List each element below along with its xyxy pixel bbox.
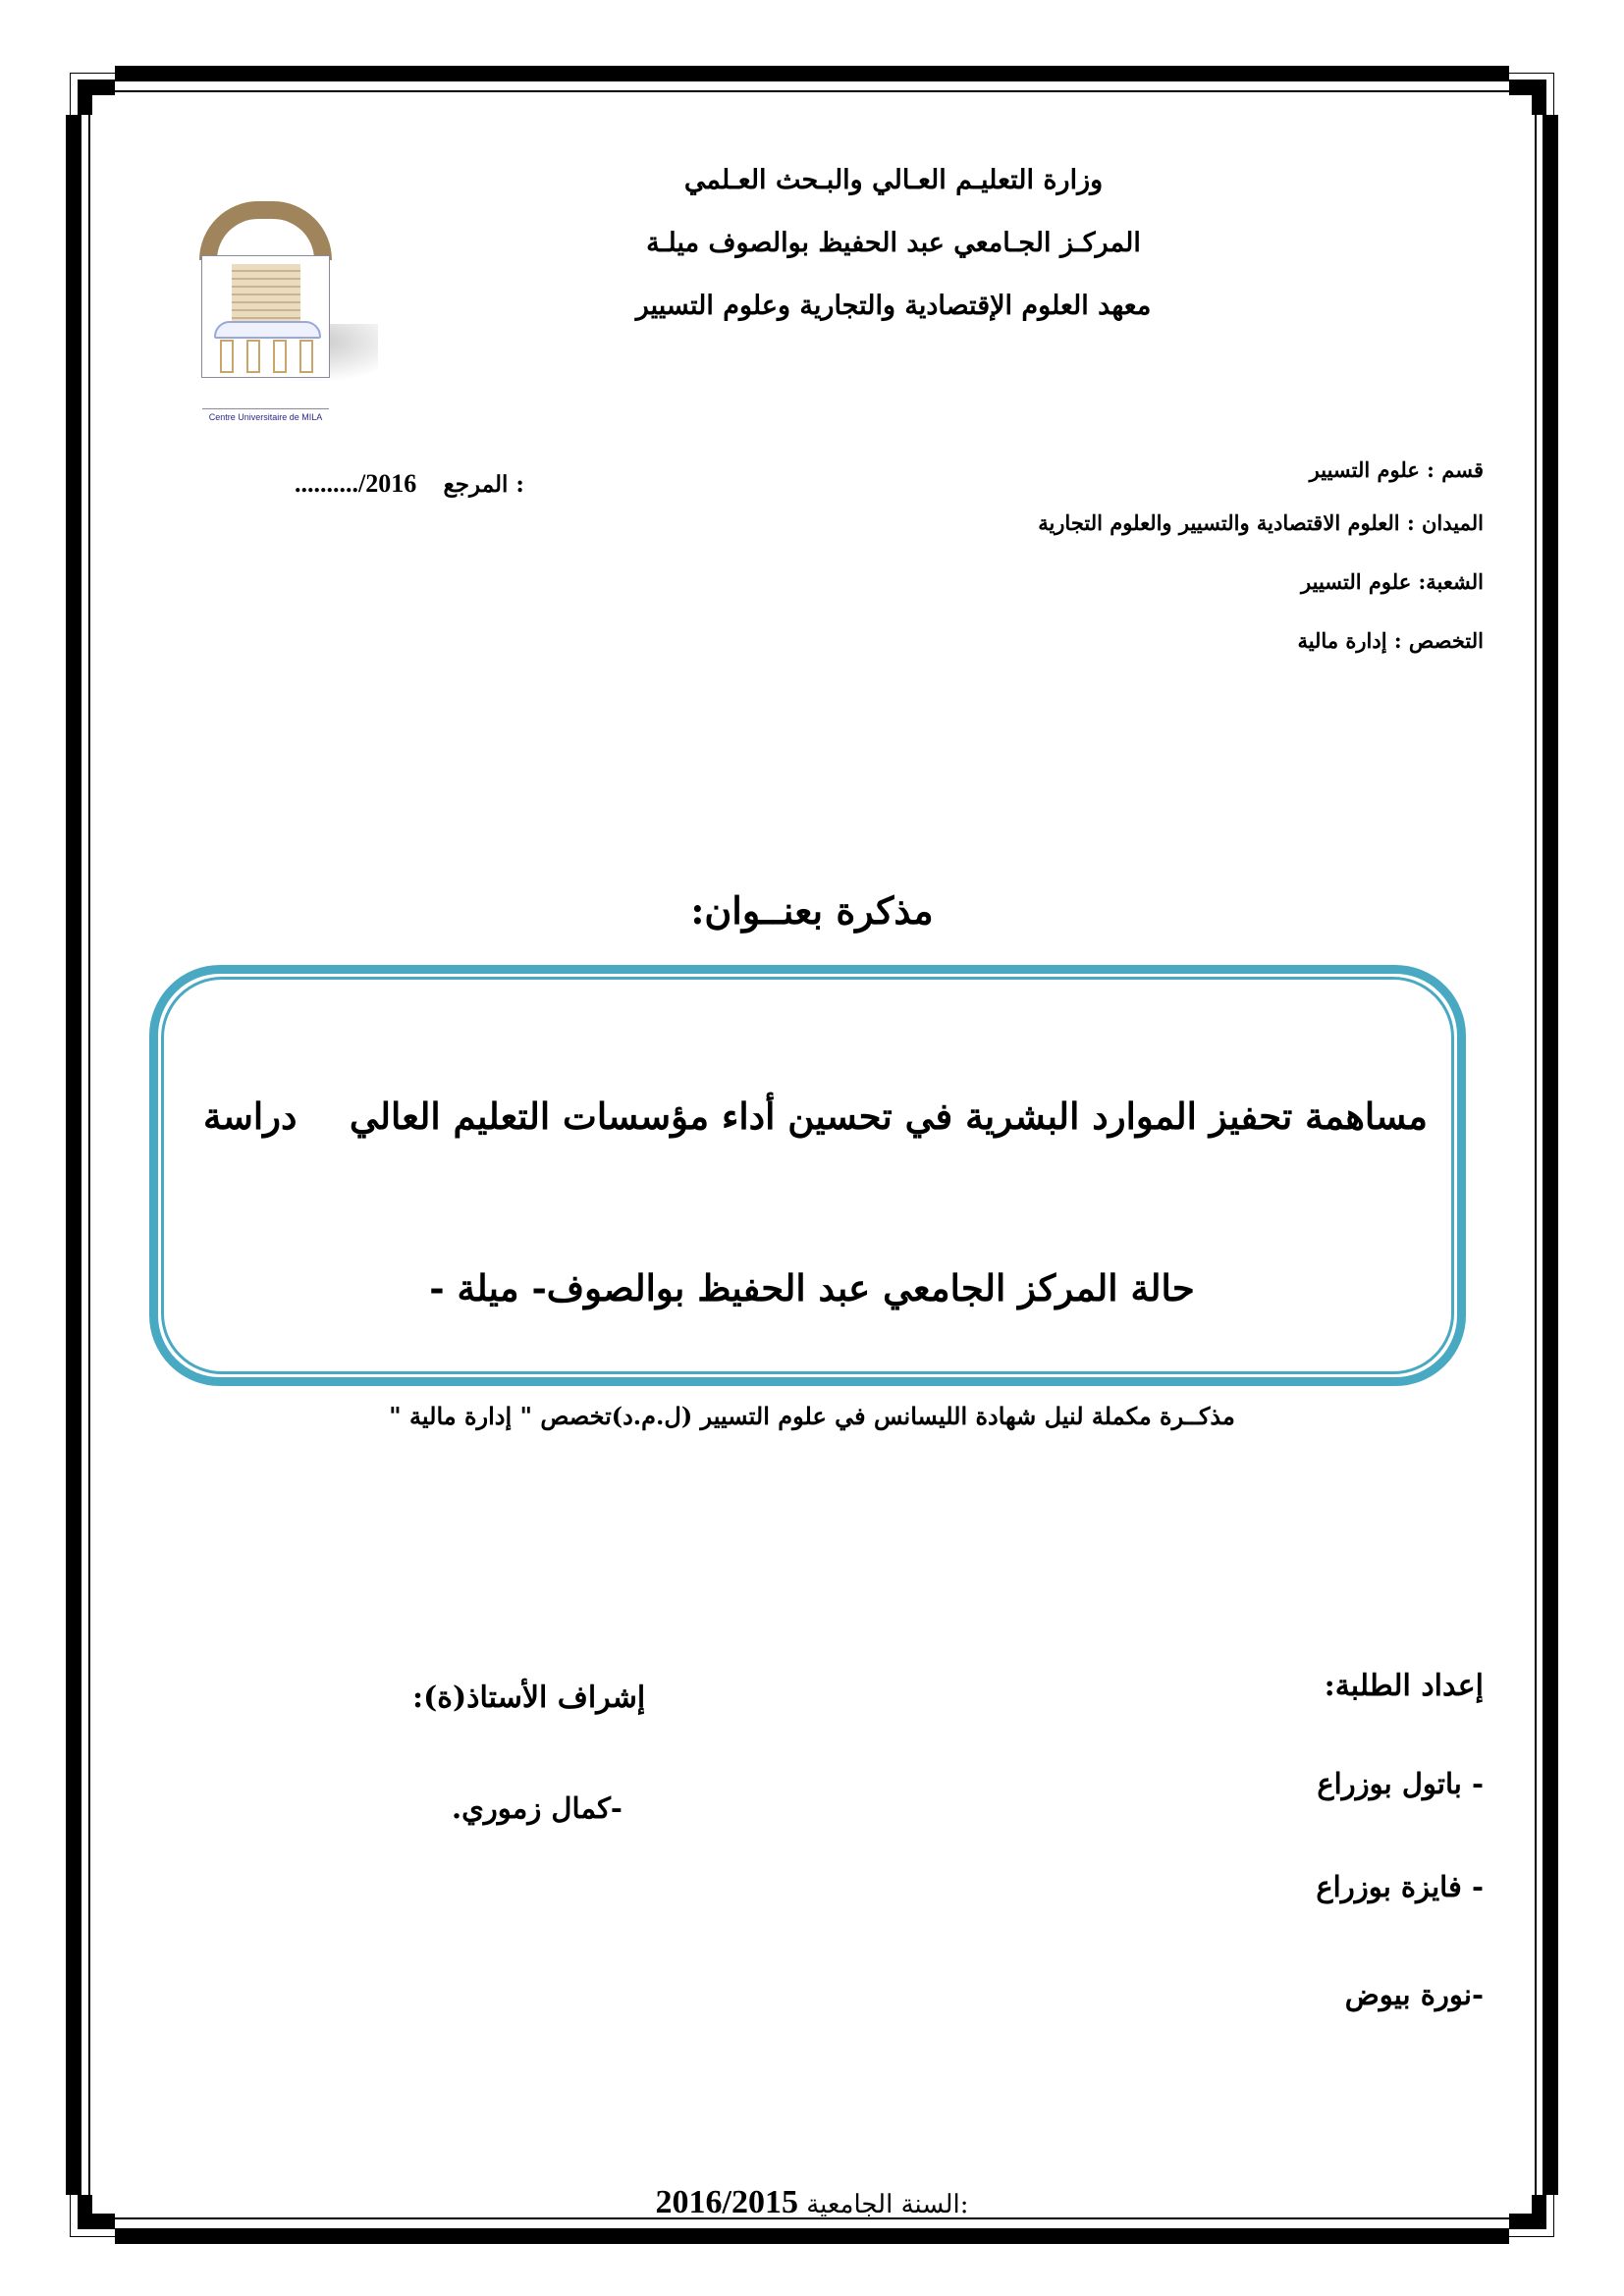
column-icon xyxy=(299,340,313,373)
academic-year-label: السنة الجامعية: xyxy=(806,2190,969,2219)
supervisor-name: -كمال زموري. xyxy=(452,1791,623,1825)
arch-icon xyxy=(199,201,332,260)
academic-year-value: 2016/2015 xyxy=(655,2184,798,2220)
academic-year xyxy=(0,2184,1624,2221)
university-logo xyxy=(199,201,332,422)
student-name: - باتول بوزراع xyxy=(1317,1767,1484,1800)
student-name: - فايزة بوزراع xyxy=(1316,1870,1484,1903)
ministry-name: وزارة التعليـم العـالي والبـحث العـلمي xyxy=(683,165,1104,195)
students-heading: إعداد الطلبة: xyxy=(1324,1669,1484,1703)
building-icon xyxy=(232,264,300,323)
branch: الشعبة: علوم التسيير xyxy=(1301,569,1484,594)
university-name: المركـز الجـامعي عبد الحفيظ بوالصوف ميلـة xyxy=(646,228,1141,258)
thesis-subtitle: مذكــرة مكملة لنيل شهادة الليسانس في علوم التسيير (ل.م.د)تخصص " إدارة مالية " xyxy=(389,1402,1235,1430)
book-icon xyxy=(214,321,321,339)
reference-value: ........../2016 xyxy=(295,469,417,498)
reference xyxy=(295,469,524,499)
column-icon xyxy=(273,340,287,373)
column-icon xyxy=(246,340,260,373)
institute-name: معهد العلوم الإقتصادية والتجارية وعلوم التسيير xyxy=(635,291,1152,321)
memo-heading: مذكرة بعنــوان: xyxy=(690,888,934,933)
department: قسم : علوم التسيير xyxy=(1309,457,1484,482)
specialty: التخصص : إدارة مالية xyxy=(1297,628,1484,653)
reference-label: المرجع : xyxy=(443,471,524,498)
thesis-title-line1-end: دراسة xyxy=(203,1095,298,1138)
title-box-inner xyxy=(161,977,1454,1374)
logo-caption: Centre Universitaire de MILA xyxy=(202,408,329,425)
student-name: -نورة بيوض xyxy=(1344,1978,1484,2011)
thesis-title-line1: مساهمة تحفيز الموارد البشرية في تحسين أداء مؤسسات التعليم العالي xyxy=(349,1095,1428,1138)
thesis-title-line2: حالة المركز الجامعي عبد الحفيظ بوالصوف- ميلة - xyxy=(429,1266,1195,1309)
supervisor-heading: إشراف الأستاذ(ة): xyxy=(412,1681,646,1715)
field: الميدان : العلوم الاقتصادية والتسيير والعلوم التجارية xyxy=(1038,510,1484,535)
column-icon xyxy=(220,340,234,373)
